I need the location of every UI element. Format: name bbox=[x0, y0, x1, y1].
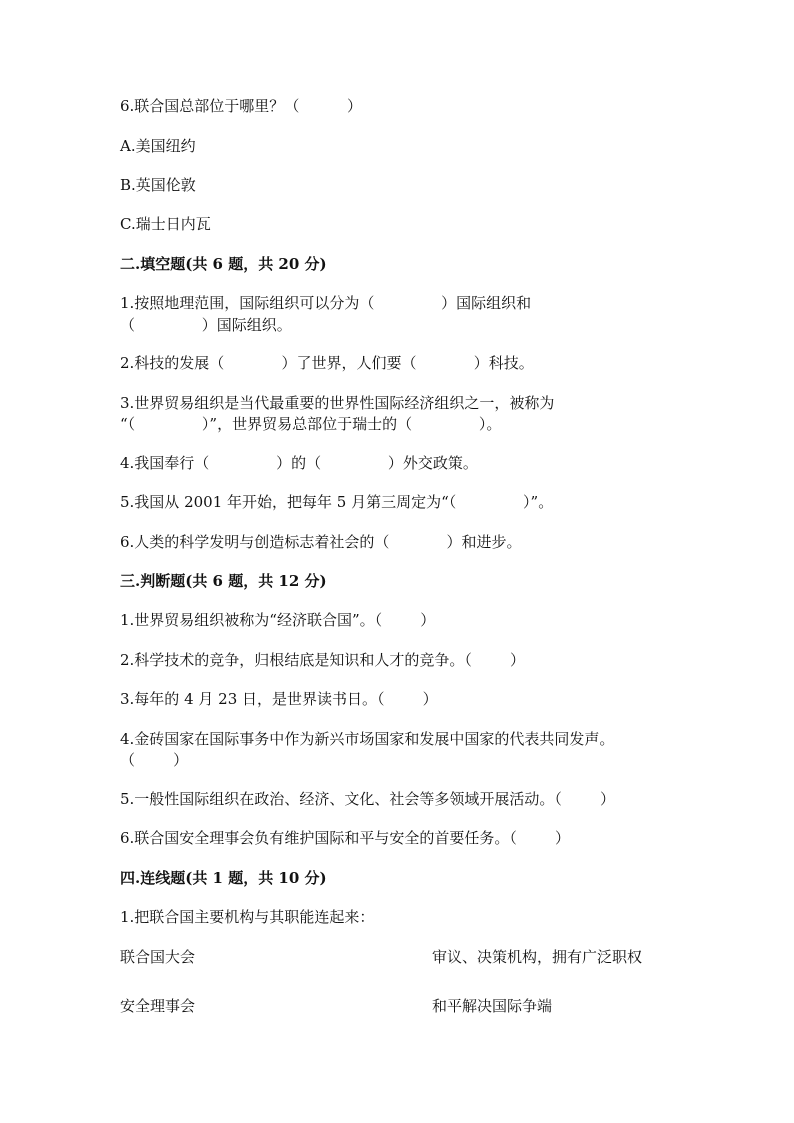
match-right-2: 和平解决国际争端 bbox=[432, 997, 553, 1015]
judge-q4-line2: （ ） bbox=[120, 751, 189, 769]
match-left-1: 联合国大会 bbox=[120, 948, 196, 966]
option-b: B.英国伦敦 bbox=[120, 176, 196, 194]
section-3-heading: 三.判断题(共 6 题，共 12 分) bbox=[120, 572, 327, 590]
fill-q3-line2: “（ ）”，世界贸易总部位于瑞士的（ ）。 bbox=[120, 415, 502, 433]
fill-q3-line1: 3.世界贸易组织是当代最重要的世界性国际经济组织之一，被称为 bbox=[120, 394, 555, 412]
section-4-heading: 四.连线题(共 1 题，共 10 分) bbox=[120, 869, 327, 887]
fill-q5: 5.我国从 2001 年开始，把每年 5 月第三周定为“（ ）”。 bbox=[120, 493, 554, 511]
judge-q1: 1.世界贸易组织被称为“经济联合国”。（ ） bbox=[120, 611, 436, 629]
match-q1: 1.把联合国主要机构与其职能连起来： bbox=[120, 908, 375, 926]
match-left-2: 安全理事会 bbox=[120, 997, 196, 1015]
judge-q3: 3.每年的 4 月 23 日，是世界读书日。（ ） bbox=[120, 690, 438, 708]
fill-q2: 2.科技的发展（ ）了世界，人们要（ ）科技。 bbox=[120, 354, 534, 372]
judge-q4-line1: 4.金砖国家在国际事务中作为新兴市场国家和发展中国家的代表共同发声。 bbox=[120, 730, 615, 748]
section-2-heading: 二.填空题(共 6 题，共 20 分) bbox=[120, 255, 327, 273]
mc-q6: 6.联合国总部位于哪里？（ ） bbox=[120, 97, 362, 115]
fill-q6: 6.人类的科学发明与创造标志着社会的（ ）和进步。 bbox=[120, 533, 522, 551]
judge-q6: 6.联合国安全理事会负有维护国际和平与安全的首要任务。（ ） bbox=[120, 829, 570, 847]
fill-q4: 4.我国奉行（ ）的（ ）外交政策。 bbox=[120, 454, 478, 472]
fill-q1-line1: 1.按照地理范围，国际组织可以分为（ ）国际组织和 bbox=[120, 294, 532, 312]
judge-q2: 2.科学技术的竞争，归根结底是知识和人才的竞争。（ ） bbox=[120, 651, 525, 669]
fill-q1-line2: （ ）国际组织。 bbox=[120, 316, 292, 334]
option-a: A.美国纽约 bbox=[120, 137, 196, 155]
judge-q5: 5.一般性国际组织在政治、经济、文化、社会等多领域开展活动。（ ） bbox=[120, 790, 615, 808]
match-right-1: 审议、决策机构，拥有广泛职权 bbox=[432, 948, 643, 966]
option-c: C.瑞士日内瓦 bbox=[120, 215, 211, 233]
